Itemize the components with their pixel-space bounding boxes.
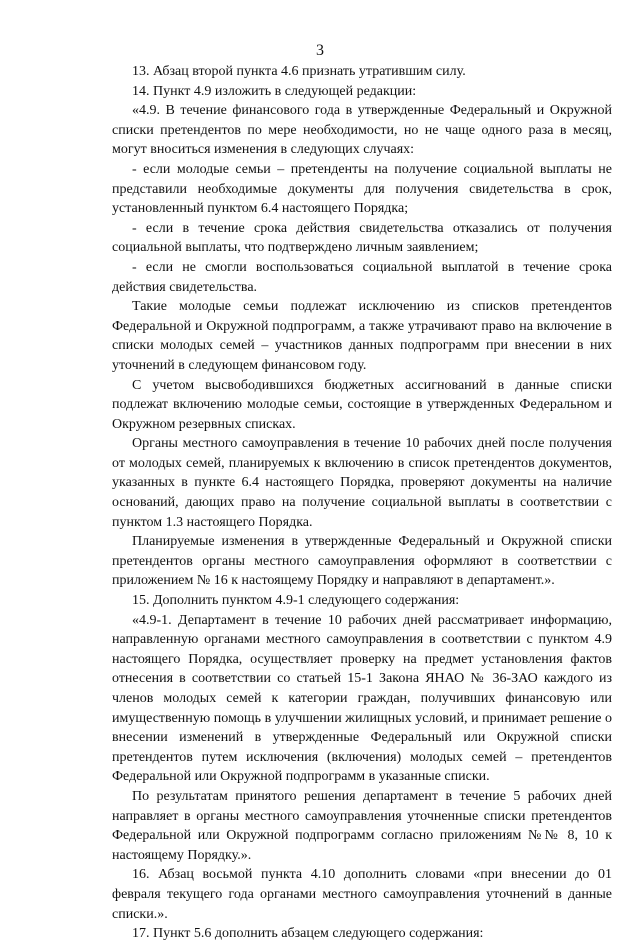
- paragraph: - если не смогли воспользоваться социальной выплатой в течение срока действия свидетельства.: [112, 259, 612, 295]
- paragraph: 16. Абзац восьмой пункта 4.10 дополнить словами «при внесении до 01 февраля текущего года органами местного самоуправления уточнений в данные списки.».: [112, 867, 612, 922]
- paragraph: Такие молодые семьи подлежат исключению из списков претендентов Федеральной и Окружной подпрограмм, а также утрачивают право на включение в списки молодых семей – участников данных подпрограмм при внесении в них уточнений в следующем финансовом году.: [112, 299, 612, 373]
- paragraph: 14. Пункт 4.9 изложить в следующей редакции:: [132, 83, 417, 99]
- paragraph: 13. Абзац второй пункта 4.6 признать утратившим силу.: [132, 64, 466, 79]
- paragraph: Планируемые изменения в утвержденные Федеральный и Окружной списки претендентов органы местного самоуправления оформляют в соответствии с приложением № 16 к настоящему Порядку и направляют в департамент.».: [112, 534, 612, 589]
- paragraph: - если молодые семьи – претенденты на получение социальной выплаты не представили необходимые документы для получения свидетельства в срок, установленный пунктом 6.4 настоящего Порядка;: [112, 161, 612, 217]
- paragraph: - если в течение срока действия свидетельства отказались от получения социальной выплаты, что подтверждено личным заявлением;: [112, 220, 612, 256]
- paragraph: 17. Пункт 5.6 дополнить абзацем следующего содержания:: [132, 926, 484, 942]
- paragraph: «4.9-1. Департамент в течение 10 рабочих дней рассматривает информацию, направленную органами местного самоуправления в соответствии с пунктом 4.9 настоящего Порядка, осуществляет проверку на предмет установления фактов отнесения в соответствии со статьей 15-1 Закона ЯНАО № 36-ЗАО каждого из членов молодых семей к категории граждан, получивших финансовую или имущественную помощь в улучшении жилищных условий, и принимает решение о внесении изменений в утвержденные Федеральный или Окружной списки претендентов путем исключения (включения) молодых семей – претендентов Федеральной или Окружной подпрограмм в указанные списки.: [112, 612, 612, 785]
- paragraph: С учетом высвободившихся бюджетных ассигнований в данные списки подлежат включению молодые семьи, состоящие в утвержденных Федеральном и Окружном резервных списках.: [112, 377, 612, 432]
- paragraph: По результатам принятого решения департамент в течение 5 рабочих дней направляет в органы местного самоуправления уточненные списки претендентов Федеральной или Окружной подпрограмм согласно приложениям №№ 8, 10 к настоящему Порядку.».: [112, 788, 612, 863]
- paragraph: 15. Дополнить пунктом 4.9-1 следующего содержания:: [132, 593, 460, 609]
- paragraph: «4.9. В течение финансового года в утвержденные Федеральный и Окружной списки претендентов по мере необходимости, но не чаще одного раза в месяц, могут вноситься изменения в следующих случаях:: [112, 103, 612, 158]
- paragraph: Органы местного самоуправления в течение 10 рабочих дней после получения от молодых семей, планируемых к включению в список претендентов документов, указанных в пункте 6.4 настоящего Порядка, проверяют документы на наличие оснований, дающих право на получение социальной выплаты в соответствии с пунктом 1.3 настоящего Порядка.: [112, 436, 612, 530]
- page-number: 3: [316, 42, 324, 59]
- document-body: [112, 62, 612, 944]
